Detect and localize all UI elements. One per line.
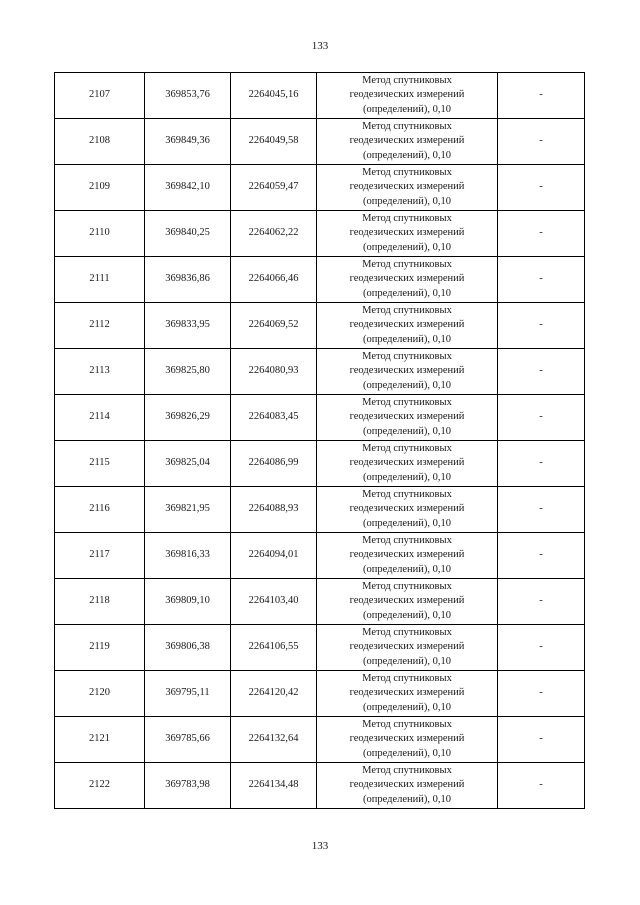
coordinates-table-body — [55, 73, 585, 809]
page-number-top: 133 — [311, 40, 329, 52]
table-row — [55, 533, 585, 579]
point-number-cell: 2119 — [55, 625, 145, 671]
method-line: (определений), 0,10 — [362, 609, 452, 621]
method-line: (определений), 0,10 — [362, 149, 452, 161]
table-row — [55, 487, 585, 533]
y-coordinate-cell: 2264083,45 — [231, 395, 317, 441]
y-coordinate-cell: 2264066,46 — [231, 257, 317, 303]
method-line: Метод спутниковых — [362, 672, 452, 684]
x-coordinate-cell: 369809,10 — [145, 579, 231, 625]
y-coordinate-cell: 2264080,93 — [231, 349, 317, 395]
method-cell — [317, 211, 498, 257]
y-coordinate-cell: 2264094,01 — [231, 533, 317, 579]
method-cell — [317, 671, 498, 717]
method-line: геодезических измерений — [349, 779, 465, 791]
method-line: Метод спутниковых — [362, 304, 452, 316]
table-row — [55, 717, 585, 763]
point-number-cell: 2115 — [55, 441, 145, 487]
extra-cell: - — [498, 487, 585, 533]
extra-cell: - — [498, 257, 585, 303]
x-coordinate-cell: 369849,36 — [145, 119, 231, 165]
y-coordinate-cell: 2264086,99 — [231, 441, 317, 487]
method-line: Метод спутниковых — [362, 626, 452, 638]
x-coordinate-cell: 369783,98 — [145, 763, 231, 809]
y-coordinate-cell: 2264045,16 — [231, 73, 317, 119]
extra-cell: - — [498, 211, 585, 257]
method-cell — [317, 717, 498, 763]
method-line: геодезических измерений — [349, 411, 465, 423]
method-cell — [317, 487, 498, 533]
table-row — [55, 257, 585, 303]
method-line: Метод спутниковых — [362, 488, 452, 500]
method-line: геодезических измерений — [349, 687, 465, 699]
table-row — [55, 211, 585, 257]
method-line: (определений), 0,10 — [362, 517, 452, 529]
point-number-cell: 2116 — [55, 487, 145, 533]
extra-cell: - — [498, 625, 585, 671]
table-row — [55, 303, 585, 349]
point-number-cell: 2110 — [55, 211, 145, 257]
point-number-cell: 2109 — [55, 165, 145, 211]
method-line: (определений), 0,10 — [362, 747, 452, 759]
point-number-cell: 2113 — [55, 349, 145, 395]
method-cell — [317, 625, 498, 671]
method-line: геодезических измерений — [349, 457, 465, 469]
extra-cell: - — [498, 119, 585, 165]
table-row — [55, 441, 585, 487]
method-cell — [317, 303, 498, 349]
point-number-cell: 2120 — [55, 671, 145, 717]
method-line: Метод спутниковых — [362, 718, 452, 730]
method-line: Метод спутниковых — [362, 580, 452, 592]
y-coordinate-cell: 2264062,22 — [231, 211, 317, 257]
method-cell — [317, 533, 498, 579]
method-line: Метод спутниковых — [362, 764, 452, 776]
x-coordinate-cell: 369842,10 — [145, 165, 231, 211]
point-number-cell: 2114 — [55, 395, 145, 441]
y-coordinate-cell: 2264132,64 — [231, 717, 317, 763]
method-line: геодезических измерений — [349, 181, 465, 193]
table-row — [55, 763, 585, 809]
method-line: (определений), 0,10 — [362, 287, 452, 299]
extra-cell: - — [498, 441, 585, 487]
table-row — [55, 625, 585, 671]
y-coordinate-cell: 2264134,48 — [231, 763, 317, 809]
extra-cell: - — [498, 303, 585, 349]
y-coordinate-cell: 2264103,40 — [231, 579, 317, 625]
y-coordinate-cell: 2264059,47 — [231, 165, 317, 211]
method-line: геодезических измерений — [349, 273, 465, 285]
table-row — [55, 671, 585, 717]
method-cell — [317, 257, 498, 303]
method-line: (определений), 0,10 — [362, 333, 452, 345]
x-coordinate-cell: 369816,33 — [145, 533, 231, 579]
method-line: (определений), 0,10 — [362, 195, 452, 207]
table-row — [55, 349, 585, 395]
table-row — [55, 73, 585, 119]
y-coordinate-cell: 2264120,42 — [231, 671, 317, 717]
method-cell — [317, 579, 498, 625]
method-line: геодезических измерений — [349, 319, 465, 331]
method-cell — [317, 395, 498, 441]
extra-cell: - — [498, 671, 585, 717]
method-line: (определений), 0,10 — [362, 103, 452, 115]
method-line: геодезических измерений — [349, 135, 465, 147]
extra-cell: - — [498, 533, 585, 579]
table-row — [55, 395, 585, 441]
method-line: Метод спутниковых — [362, 442, 452, 454]
extra-cell: - — [498, 395, 585, 441]
x-coordinate-cell: 369825,04 — [145, 441, 231, 487]
x-coordinate-cell: 369836,86 — [145, 257, 231, 303]
method-line: Метод спутниковых — [362, 534, 452, 546]
method-line: геодезических измерений — [349, 733, 465, 745]
method-cell — [317, 441, 498, 487]
method-line: Метод спутниковых — [362, 258, 452, 270]
method-line: Метод спутниковых — [362, 396, 452, 408]
method-line: геодезических измерений — [349, 89, 465, 101]
point-number-cell: 2111 — [55, 257, 145, 303]
point-number-cell: 2118 — [55, 579, 145, 625]
table-row — [55, 165, 585, 211]
y-coordinate-cell: 2264049,58 — [231, 119, 317, 165]
point-number-cell: 2108 — [55, 119, 145, 165]
method-line: (определений), 0,10 — [362, 471, 452, 483]
x-coordinate-cell: 369795,11 — [145, 671, 231, 717]
extra-cell: - — [498, 579, 585, 625]
method-line: геодезических измерений — [349, 595, 465, 607]
extra-cell: - — [498, 763, 585, 809]
method-line: (определений), 0,10 — [362, 425, 452, 437]
method-line: Метод спутниковых — [362, 120, 452, 132]
x-coordinate-cell: 369826,29 — [145, 395, 231, 441]
coordinates-table — [54, 72, 585, 809]
point-number-cell: 2122 — [55, 763, 145, 809]
method-line: геодезических измерений — [349, 227, 465, 239]
x-coordinate-cell: 369853,76 — [145, 73, 231, 119]
x-coordinate-cell: 369840,25 — [145, 211, 231, 257]
method-cell — [317, 73, 498, 119]
method-line: (определений), 0,10 — [362, 241, 452, 253]
page-number-bottom: 133 — [311, 840, 329, 852]
table-row — [55, 579, 585, 625]
point-number-cell: 2112 — [55, 303, 145, 349]
method-line: геодезических измерений — [349, 549, 465, 561]
extra-cell: - — [498, 349, 585, 395]
method-line: геодезических измерений — [349, 641, 465, 653]
method-line: Метод спутниковых — [362, 350, 452, 362]
method-cell — [317, 119, 498, 165]
method-line: (определений), 0,10 — [362, 793, 452, 805]
method-line: геодезических измерений — [349, 503, 465, 515]
x-coordinate-cell: 369785,66 — [145, 717, 231, 763]
method-line: (определений), 0,10 — [362, 655, 452, 667]
y-coordinate-cell: 2264088,93 — [231, 487, 317, 533]
method-line: (определений), 0,10 — [362, 563, 452, 575]
method-line: геодезических измерений — [349, 365, 465, 377]
method-line: (определений), 0,10 — [362, 701, 452, 713]
extra-cell: - — [498, 165, 585, 211]
method-line: Метод спутниковых — [362, 74, 452, 86]
x-coordinate-cell: 369833,95 — [145, 303, 231, 349]
method-cell — [317, 763, 498, 809]
point-number-cell: 2121 — [55, 717, 145, 763]
method-cell — [317, 165, 498, 211]
method-line: Метод спутниковых — [362, 212, 452, 224]
y-coordinate-cell: 2264069,52 — [231, 303, 317, 349]
y-coordinate-cell: 2264106,55 — [231, 625, 317, 671]
x-coordinate-cell: 369825,80 — [145, 349, 231, 395]
method-cell — [317, 349, 498, 395]
point-number-cell: 2117 — [55, 533, 145, 579]
method-line: Метод спутниковых — [362, 166, 452, 178]
extra-cell: - — [498, 717, 585, 763]
point-number-cell: 2107 — [55, 73, 145, 119]
extra-cell: - — [498, 73, 585, 119]
method-line: (определений), 0,10 — [362, 379, 452, 391]
x-coordinate-cell: 369821,95 — [145, 487, 231, 533]
table-row — [55, 119, 585, 165]
x-coordinate-cell: 369806,38 — [145, 625, 231, 671]
